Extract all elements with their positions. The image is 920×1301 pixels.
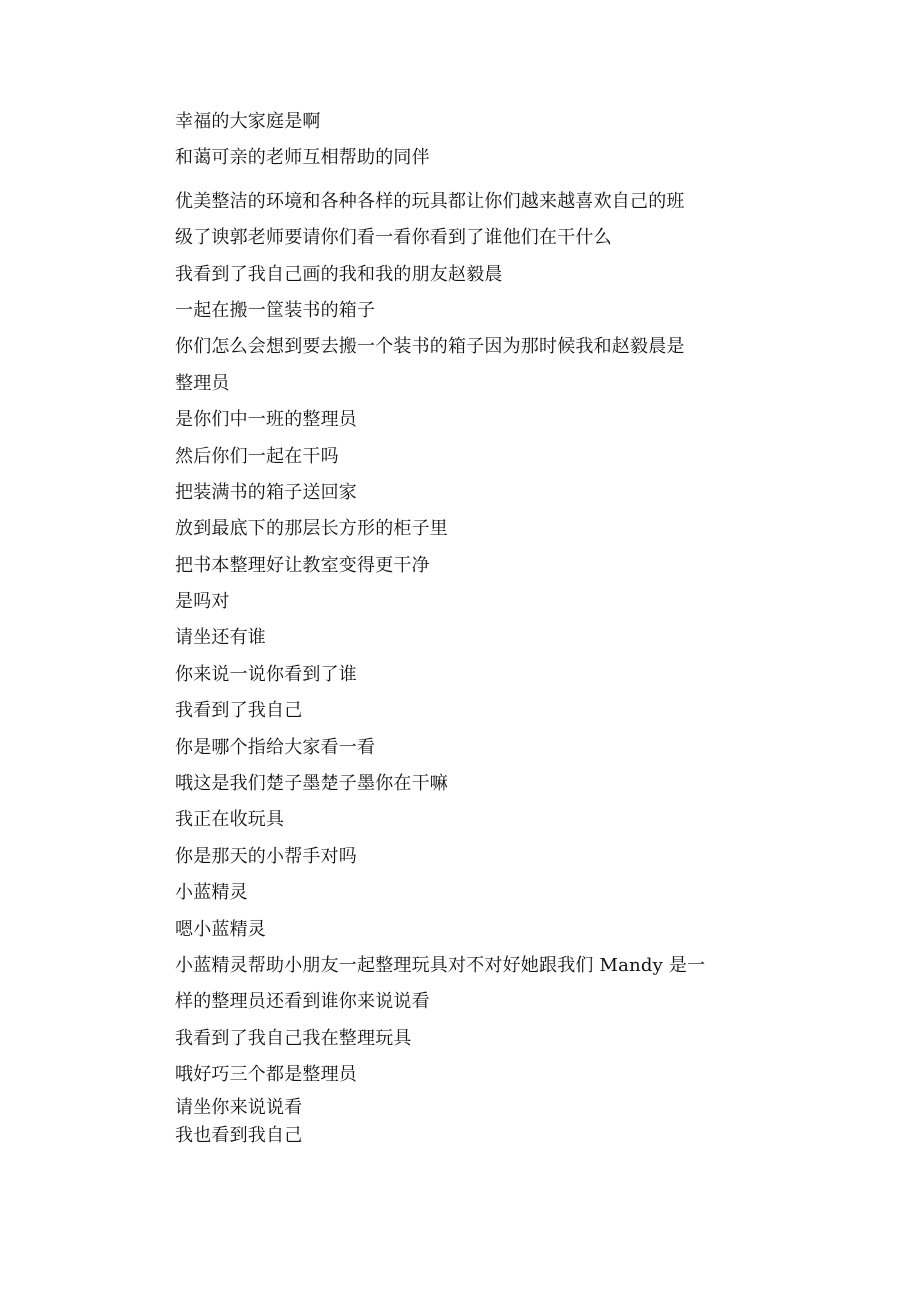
text-line-23: 嗯小蓝精灵 [175,918,266,940]
text-line-15: 请坐还有谁 [175,627,266,649]
text-line-18: 你是哪个指给大家看一看 [175,736,376,758]
text-line-14: 是吗对 [175,591,230,613]
text-line-17: 我看到了我自己 [175,700,303,722]
text-line-8: 整理员 [175,372,230,394]
text-line-27: 哦好巧三个都是整理员 [175,1064,357,1086]
text-line-25: 样的整理员还看到谁你来说说看 [175,991,430,1013]
text-line-6: 一起在搬一筐装书的箱子 [175,299,376,321]
text-line-16: 你来说一说你看到了谁 [175,663,357,685]
text-line-20: 我正在收玩具 [175,809,285,831]
text-line-4: 级了谀郭老师要请你们看一看你看到了谁他们在干什么 [175,227,612,249]
text-line-10: 然后你们一起在干吗 [175,445,339,467]
text-line-13: 把书本整理好让教室变得更干净 [175,554,430,576]
text-line-11: 把装满书的箱子送回家 [175,481,357,503]
text-line-1: 幸福的大家庭是啊 [175,111,321,132]
text-line-3: 优美整洁的环境和各种各样的玩具都让你们越来越喜欢自己的班 [175,190,685,212]
transcript-body [175,104,715,1150]
text-line-26: 我看到了我自己我在整理玩具 [175,1027,412,1049]
text-line-7: 你们怎么会想到要去搬一个装书的箱子因为那时候我和赵毅晨是 [175,336,685,358]
text-line-19: 哦这是我们楚子墨楚子墨你在干嘛 [175,773,448,795]
text-line-29: 我也看到我自己 [175,1124,303,1146]
text-line-2: 和蔼可亲的老师互相帮助的同伴 [175,147,430,169]
text-line-24: 小蓝精灵帮助小朋友一起整理玩具对不对好她跟我们 Mandy 是一 [175,954,706,976]
text-line-28: 请坐你来说说看 [175,1096,303,1118]
text-line-12: 放到最底下的那层长方形的柜子里 [175,518,448,540]
text-line-21: 你是那天的小帮手对吗 [175,845,357,867]
text-line-9: 是你们中一班的整理员 [175,409,357,431]
text-line-5: 我看到了我自己画的我和我的朋友赵毅晨 [175,263,503,285]
text-line-22: 小蓝精灵 [175,882,248,904]
paragraph-gap [175,177,715,184]
